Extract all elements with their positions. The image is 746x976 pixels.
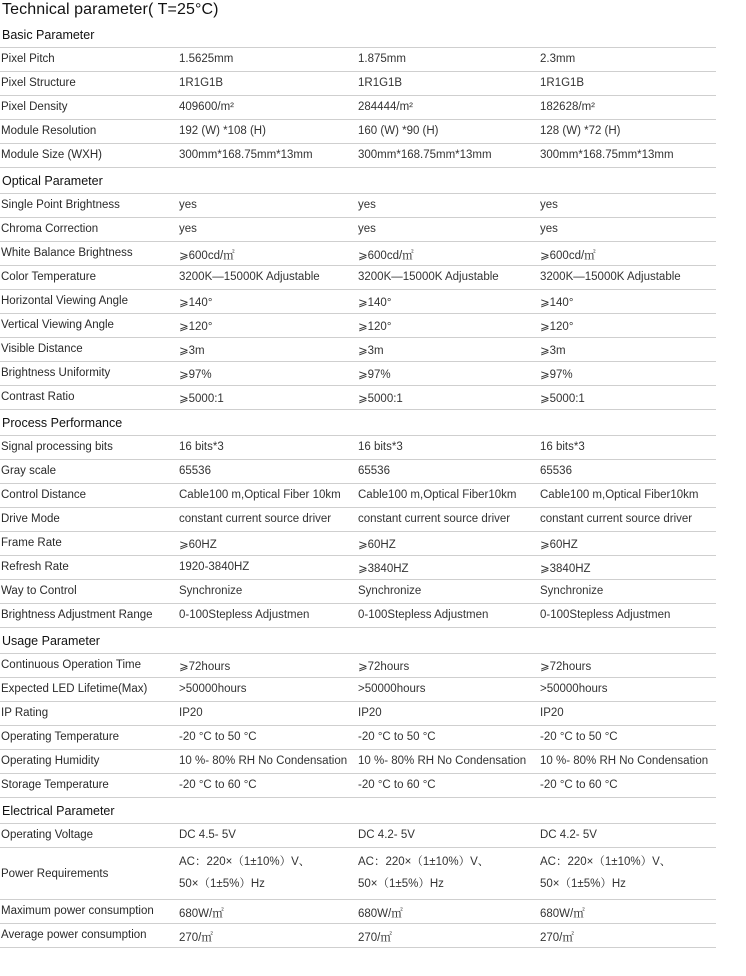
parameter-value: 1.875mm — [358, 53, 406, 65]
parameter-value: 182628/m² — [540, 101, 595, 113]
parameter-value: 3200K—15000K Adjustable — [358, 271, 499, 283]
parameter-label: Storage Temperature — [1, 779, 109, 791]
section-title: Basic Parameter — [2, 28, 95, 42]
parameter-label: Module Size (WXH) — [1, 149, 102, 161]
table-row — [0, 900, 716, 924]
table-row — [0, 72, 716, 96]
value-line: AC：220×（1±10%）V、 — [358, 856, 490, 868]
table-row — [0, 750, 716, 774]
table-row — [0, 556, 716, 580]
parameter-value: Synchronize — [179, 585, 243, 597]
parameter-value — [358, 851, 489, 895]
parameter-value: ⩾3m — [179, 345, 205, 357]
parameter-value: ⩾97% — [358, 369, 391, 381]
parameter-value: DC 4.2- 5V — [540, 829, 597, 841]
parameter-value: -20 °C to 50 °C — [540, 731, 618, 743]
table-row — [0, 848, 716, 900]
parameter-value: >50000hours — [179, 683, 247, 695]
parameter-value: yes — [540, 223, 558, 235]
value-line: 50×（1±5%）Hz — [540, 878, 626, 890]
parameter-label: IP Rating — [1, 707, 49, 719]
parameter-value: ⩾60HZ — [179, 539, 217, 551]
parameter-value: 680W/㎡ — [179, 908, 224, 920]
parameter-value: 160 (W) *90 (H) — [358, 125, 439, 137]
parameter-value: ⩾5000:1 — [540, 393, 585, 405]
parameter-label: Operating Temperature — [1, 731, 120, 743]
parameter-value: ⩾72hours — [179, 661, 231, 673]
parameter-value: 128 (W) *72 (H) — [540, 125, 621, 137]
parameter-value: 65536 — [358, 465, 390, 477]
parameter-value: 10 %- 80% RH No Condensation — [179, 755, 348, 767]
parameter-value: IP20 — [179, 707, 203, 719]
parameter-value: ⩾120° — [358, 321, 392, 333]
section-title: Optical Parameter — [2, 174, 103, 188]
table-row — [0, 120, 716, 144]
table-row — [0, 194, 716, 218]
parameter-value: ⩾3840HZ — [540, 563, 591, 575]
parameter-value: 65536 — [540, 465, 572, 477]
parameter-value: Cable100 m,Optical Fiber10km — [358, 489, 517, 501]
table-row — [0, 362, 716, 386]
parameter-value: 0-100Stepless Adjustmen — [358, 609, 489, 621]
table-row — [0, 726, 716, 750]
page-title: Technical parameter( T=25°C) — [2, 1, 219, 18]
parameter-value: >50000hours — [358, 683, 426, 695]
table-row — [0, 484, 716, 508]
parameter-label: Control Distance — [1, 489, 87, 501]
parameter-label: Chroma Correction — [1, 223, 99, 235]
table-row — [0, 338, 716, 362]
table-row — [0, 436, 716, 460]
parameter-value: 0-100Stepless Adjustmen — [179, 609, 310, 621]
parameter-value: 300mm*168.75mm*13mm — [540, 149, 674, 161]
parameter-value: 680W/㎡ — [358, 908, 403, 920]
spec-table — [0, 22, 716, 948]
parameter-value: ⩾120° — [540, 321, 574, 333]
parameter-value: Synchronize — [358, 585, 422, 597]
parameter-value: ⩾600cd/㎡ — [179, 250, 235, 262]
table-row — [0, 774, 716, 798]
parameter-label: Pixel Pitch — [1, 53, 55, 65]
table-row — [0, 678, 716, 702]
table-row — [0, 48, 716, 72]
parameter-value: ⩾97% — [179, 369, 212, 381]
parameter-label: Module Resolution — [1, 125, 97, 137]
table-row — [0, 654, 716, 678]
parameter-label: Power Requirements — [1, 868, 109, 880]
parameter-value: 10 %- 80% RH No Condensation — [358, 755, 527, 767]
parameter-value: ⩾60HZ — [540, 539, 578, 551]
parameter-label: Visible Distance — [1, 343, 83, 355]
parameter-value — [179, 851, 310, 895]
table-row — [0, 508, 716, 532]
parameter-value: ⩾3840HZ — [358, 563, 409, 575]
parameter-value: 2.3mm — [540, 53, 576, 65]
parameter-value: Cable100 m,Optical Fiber10km — [540, 489, 699, 501]
parameter-value: 65536 — [179, 465, 211, 477]
parameter-value: ⩾72hours — [358, 661, 410, 673]
parameter-value: ⩾72hours — [540, 661, 592, 673]
section-title: Electrical Parameter — [2, 804, 115, 818]
parameter-label: Vertical Viewing Angle — [1, 319, 114, 331]
parameter-value: 16 bits*3 — [358, 441, 403, 453]
parameter-value: 1920-3840HZ — [179, 561, 250, 573]
parameter-value: ⩾97% — [540, 369, 573, 381]
parameter-value: Cable100 m,Optical Fiber 10km — [179, 489, 341, 501]
parameter-label: Color Temperature — [1, 271, 97, 283]
parameter-label: Operating Voltage — [1, 829, 94, 841]
parameter-value: 1.5625mm — [179, 53, 234, 65]
parameter-label: Average power consumption — [1, 929, 147, 941]
table-row — [0, 144, 716, 168]
section-header — [0, 22, 716, 48]
parameter-value: 10 %- 80% RH No Condensation — [540, 755, 709, 767]
table-row — [0, 924, 716, 948]
parameter-label: Refresh Rate — [1, 561, 69, 573]
parameter-value: 1R1G1B — [179, 77, 224, 89]
table-row — [0, 218, 716, 242]
parameter-value: Synchronize — [540, 585, 604, 597]
parameter-value: 270/㎡ — [540, 932, 574, 944]
section-header — [0, 168, 716, 194]
parameter-value: yes — [540, 199, 558, 211]
parameter-value: -20 °C to 50 °C — [179, 731, 257, 743]
section-header — [0, 798, 716, 824]
parameter-value: 409600/m² — [179, 101, 234, 113]
parameter-value: yes — [179, 199, 197, 211]
parameter-value: ⩾140° — [540, 297, 574, 309]
parameter-value: 16 bits*3 — [179, 441, 224, 453]
parameter-value: 300mm*168.75mm*13mm — [358, 149, 492, 161]
parameter-value: constant current source driver — [540, 513, 693, 525]
section-header — [0, 628, 716, 654]
parameter-value: 16 bits*3 — [540, 441, 585, 453]
table-row — [0, 242, 716, 266]
parameter-value: yes — [358, 199, 376, 211]
parameter-value: ⩾3m — [540, 345, 566, 357]
parameter-label: Drive Mode — [1, 513, 60, 525]
parameter-value: 3200K—15000K Adjustable — [179, 271, 320, 283]
parameter-value: -20 °C to 60 °C — [179, 779, 257, 791]
parameter-value: 270/㎡ — [358, 932, 392, 944]
parameter-value: -20 °C to 50 °C — [358, 731, 436, 743]
table-row — [0, 314, 716, 338]
table-row — [0, 604, 716, 628]
table-row — [0, 96, 716, 120]
parameter-label: Continuous Operation Time — [1, 659, 141, 671]
table-row — [0, 460, 716, 484]
parameter-value: 1R1G1B — [358, 77, 403, 89]
table-row — [0, 266, 716, 290]
parameter-label: Horizontal Viewing Angle — [1, 295, 129, 307]
parameter-value — [540, 851, 671, 895]
parameter-value: yes — [179, 223, 197, 235]
parameter-label: Pixel Density — [1, 101, 68, 113]
parameter-value: constant current source driver — [358, 513, 511, 525]
value-line: AC：220×（1±10%）V、 — [540, 856, 672, 868]
parameter-value: -20 °C to 60 °C — [358, 779, 436, 791]
parameter-value: 680W/㎡ — [540, 908, 585, 920]
parameter-value: IP20 — [540, 707, 564, 719]
parameter-label: Operating Humidity — [1, 755, 100, 767]
parameter-value: 300mm*168.75mm*13mm — [179, 149, 313, 161]
parameter-value: -20 °C to 60 °C — [540, 779, 618, 791]
value-line: AC：220×（1±10%）V、 — [179, 856, 311, 868]
parameter-value: constant current source driver — [179, 513, 332, 525]
value-line: 50×（1±5%）Hz — [358, 878, 444, 890]
table-row — [0, 532, 716, 556]
section-header — [0, 410, 716, 436]
parameter-label: Pixel Structure — [1, 77, 76, 89]
parameter-label: Gray scale — [1, 465, 56, 477]
table-row — [0, 580, 716, 604]
parameter-label: Signal processing bits — [1, 441, 113, 453]
table-row — [0, 824, 716, 848]
parameter-label: Frame Rate — [1, 537, 62, 549]
parameter-label: Single Point Brightness — [1, 199, 120, 211]
parameter-value: DC 4.5- 5V — [179, 829, 236, 841]
parameter-value: ⩾5000:1 — [358, 393, 403, 405]
parameter-value: ⩾140° — [358, 297, 392, 309]
parameter-value: 1R1G1B — [540, 77, 585, 89]
parameter-value: ⩾600cd/㎡ — [358, 250, 414, 262]
parameter-value: ⩾600cd/㎡ — [540, 250, 596, 262]
parameter-value: ⩾3m — [358, 345, 384, 357]
table-row — [0, 386, 716, 410]
parameter-value: 0-100Stepless Adjustmen — [540, 609, 671, 621]
parameter-value: IP20 — [358, 707, 382, 719]
parameter-value: >50000hours — [540, 683, 608, 695]
parameter-label: Way to Control — [1, 585, 77, 597]
parameter-label: Brightness Uniformity — [1, 367, 111, 379]
section-title: Process Performance — [2, 416, 123, 430]
parameter-value: yes — [358, 223, 376, 235]
parameter-label: Contrast Ratio — [1, 391, 75, 403]
parameter-label: Expected LED Lifetime(Max) — [1, 683, 148, 695]
parameter-value: ⩾120° — [179, 321, 213, 333]
value-line: 50×（1±5%）Hz — [179, 878, 265, 890]
parameter-value: 270/㎡ — [179, 932, 213, 944]
parameter-value: DC 4.2- 5V — [358, 829, 415, 841]
parameter-value: ⩾140° — [179, 297, 213, 309]
parameter-value: 3200K—15000K Adjustable — [540, 271, 681, 283]
table-row — [0, 290, 716, 314]
parameter-label: White Balance Brightness — [1, 247, 133, 259]
section-title: Usage Parameter — [2, 634, 100, 648]
parameter-value: 192 (W) *108 (H) — [179, 125, 266, 137]
parameter-label: Maximum power consumption — [1, 905, 154, 917]
parameter-value: ⩾5000:1 — [179, 393, 224, 405]
parameter-value: ⩾60HZ — [358, 539, 396, 551]
parameter-value: 284444/m² — [358, 101, 413, 113]
table-row — [0, 702, 716, 726]
parameter-label: Brightness Adjustment Range — [1, 609, 153, 621]
